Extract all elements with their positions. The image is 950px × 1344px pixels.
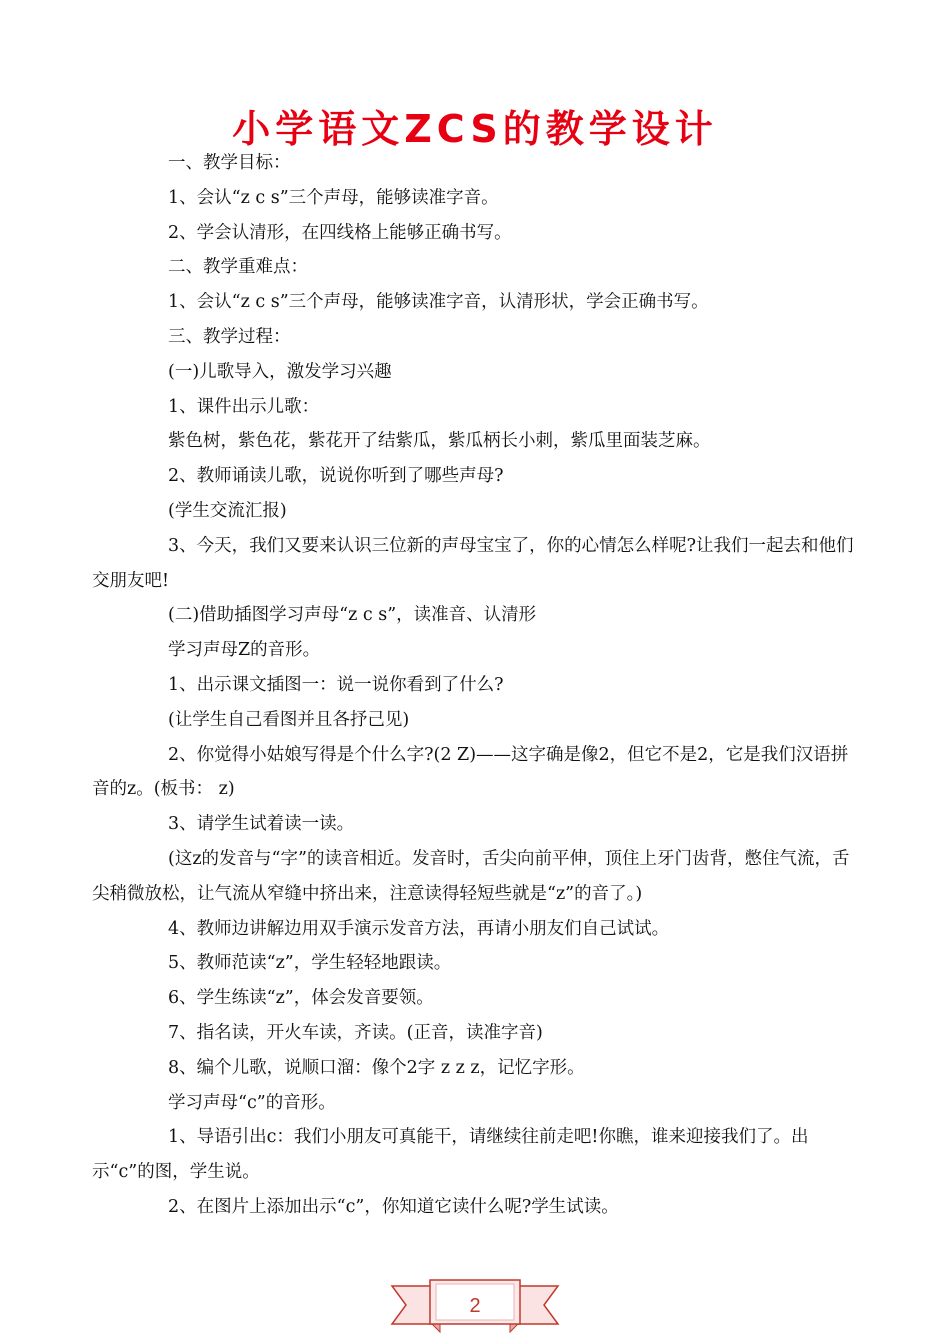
paragraph: 学习声母“c”的音形。 [168,1092,336,1113]
paragraph: (这z的发音与“字”的读音相近。发音时，舌尖向前平伸，顶住上牙门齿背，憋住气流，舌尖稍微放松，让气流从窄缝中挤出来，注意读得轻短些就是“z”的音了。) [92,848,850,904]
paragraph: 2、学会认清形，在四线格上能够正确书写。 [168,222,512,243]
paragraph: 5、教师范读“z”，学生轻轻地跟读。 [168,953,452,974]
document-title: 小学语文ZCS的教学设计 [232,107,718,151]
paragraph: 8、编个儿歌，说顺口溜：像个2字 z z z，记忆字形。 [168,1057,585,1078]
paragraph: 二、教学重难点： [168,257,308,278]
paragraph: 1、出示课文插图一：说一说你看到了什么? [168,674,504,695]
paragraph: 2、教师诵读儿歌，说说你听到了哪些声母? [168,466,504,487]
paragraph: (一)儿歌导入，激发学习兴趣 [168,361,392,382]
paragraph: 学习声母Z的音形。 [168,640,321,661]
paragraph: 3、请学生试着读一读。 [168,814,355,835]
document-body [92,146,862,1225]
paragraph: 一、教学目标： [168,153,291,173]
paragraph: 1、会认“z c s”三个声母，能够读准字音，认清形状，学会正确书写。 [168,292,709,313]
paragraph: 4、教师边讲解边用双手演示发音方法，再请小朋友们自己试试。 [168,918,670,939]
page-number: 2 [469,1295,481,1317]
paragraph: 1、导语引出c：我们小朋友可真能干，请继续往前走吧!你瞧，谁来迎接我们了。出示“c”的图，学生说。 [92,1127,809,1183]
paragraph: 1、会认“z c s”三个声母，能够读准字音。 [168,187,499,208]
paragraph: 2、你觉得小姑娘写得是个什么字?(2 Z)——这字确是像2，但它不是2，它是我们汉语拼音的z。(板书： z) [92,744,849,800]
paragraph: 三、教学过程： [168,326,291,347]
paragraph: (学生交流汇报) [168,500,287,521]
paragraph: 7、指名读，开火车读，齐读。(正音，读准字音) [168,1022,543,1043]
paragraph: 2、在图片上添加出示“c”，你知道它读什么呢?学生试读。 [168,1196,619,1217]
paragraph: 紫色树，紫色花，紫花开了结紫瓜，紫瓜柄长小刺，紫瓜里面装芝麻。 [168,431,711,452]
paragraph: (二)借助插图学习声母“z c s”，读准音、认清形 [168,605,537,626]
paragraph: 6、学生练读“z”，体会发音要领。 [168,988,434,1009]
paragraph: (让学生自己看图并且各抒己见) [168,709,410,730]
paragraph: 1、课件出示儿歌： [168,396,320,417]
paragraph: 3、今天，我们又要来认识三位新的声母宝宝了，你的心情怎么样呢?让我们一起去和他们交朋友吧! [92,535,854,591]
